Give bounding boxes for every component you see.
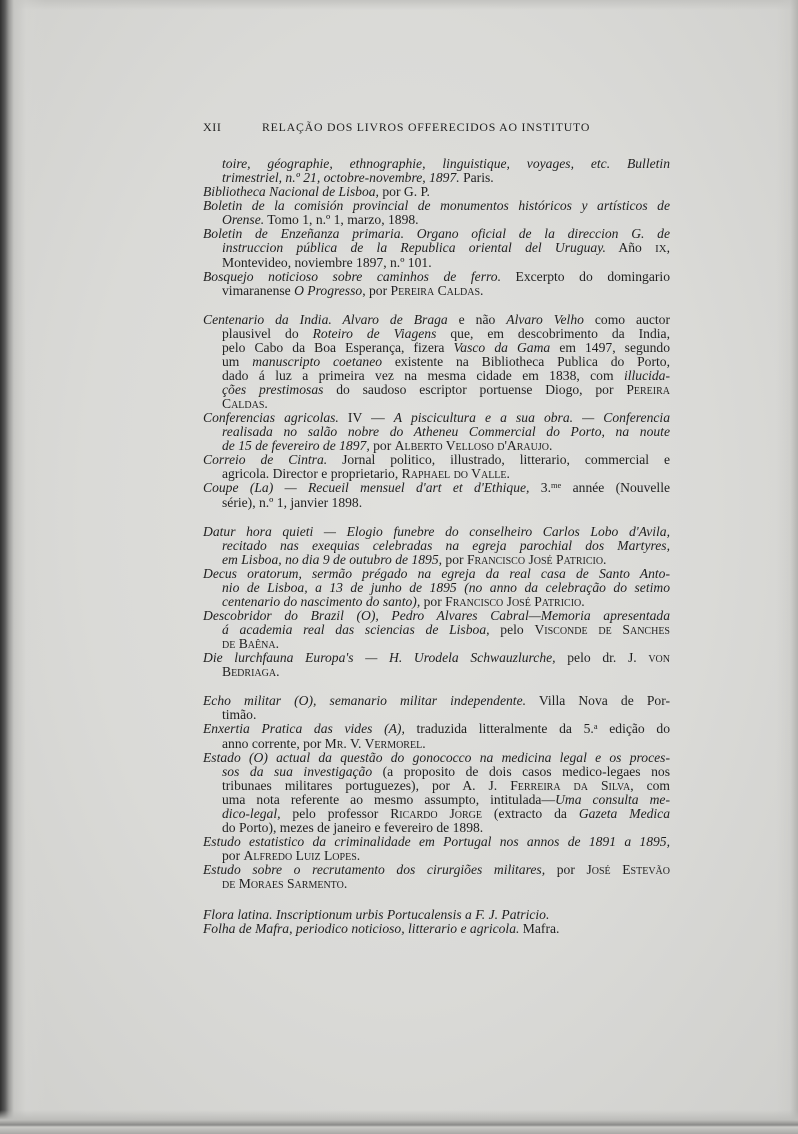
- small-caps-name: de Baêna: [222, 636, 276, 651]
- roman-text: .: [581, 594, 585, 609]
- small-caps-name: Ferreira da Silva: [510, 778, 631, 793]
- italic-text: O Progresso: [294, 283, 363, 298]
- small-caps-name: Francisco José Patricio: [445, 594, 582, 609]
- small-caps-name: Ricardo Jorge: [390, 806, 483, 821]
- entry-line: [203, 877, 670, 891]
- entry-line: [203, 922, 670, 936]
- italic-text: Coupe (La) — Recueil mensuel d'art et d'Ethique,: [203, 480, 530, 495]
- bibliography-entry: [203, 481, 670, 510]
- italic-text: Estado (O) actual da questão do gonococco na medicina legal e os proces-: [203, 750, 670, 765]
- roman-text: pelo: [489, 622, 535, 637]
- roman-text: 3.: [529, 480, 551, 495]
- italic-text: realisada no salão nobre do Atheneu Commercial do Porto, na noute: [222, 424, 670, 439]
- italic-text: illucida-: [623, 368, 670, 383]
- italic-text: Gazeta Medica: [578, 806, 671, 821]
- scan-binding-shadow: [0, 0, 46, 1134]
- small-caps-name: Bedriaga: [222, 664, 277, 679]
- roman-text: (extracto da: [482, 806, 579, 821]
- roman-text: por: [369, 438, 395, 453]
- bibliography-entry: [203, 567, 670, 609]
- entry-line: [203, 270, 670, 284]
- roman-text: .: [356, 848, 361, 863]
- roman-text: dado á luz a primeira vez na mesma cidade em 1838, com: [222, 368, 624, 383]
- italic-text: Bibliotheca Nacional de Lisboa,: [203, 184, 379, 199]
- entry-line: [203, 453, 670, 467]
- roman-text: Excerpto do domingario: [500, 269, 670, 284]
- roman-text: edição do: [597, 721, 670, 736]
- entry-line: [203, 737, 670, 751]
- entry-line: [203, 199, 670, 213]
- roman-text: .: [480, 283, 484, 298]
- italic-text: Uma consulta me-: [555, 792, 670, 807]
- entry-line: [203, 751, 670, 765]
- italic-text: instruccion pública de la Republica oriental del Uruguay.: [222, 240, 606, 255]
- italic-text: em Lisboa, no dia 9 de outubro de 1895,: [222, 552, 443, 567]
- bibliography-entry: [203, 908, 670, 922]
- roman-text: Año: [605, 240, 656, 255]
- entry-line: [203, 369, 670, 383]
- roman-text: ,: [666, 240, 670, 255]
- italic-text: Flora latina. Inscriptionum urbis Portucalensis a F. J. Patricio.: [203, 907, 550, 922]
- roman-text: .: [506, 466, 510, 481]
- roman-text: por: [442, 552, 467, 567]
- italic-text: Conferencias agricolas.: [203, 410, 339, 425]
- entry-line: [203, 185, 670, 199]
- italic-text: manuscripto coetaneo: [252, 354, 383, 369]
- entry-line: [203, 157, 670, 171]
- entry-line: [203, 623, 670, 637]
- scan-right-edge: [776, 0, 798, 1134]
- roman-text: (a proposito de dois casos medico-legaes nos: [372, 764, 670, 779]
- entry-line: [203, 567, 670, 581]
- bibliography-entry: [203, 270, 670, 298]
- entry-line: [203, 341, 670, 355]
- small-caps-name: de Moraes Sarmento: [222, 876, 344, 891]
- bibliography-entry: [203, 199, 670, 227]
- roman-text: plausivel do: [222, 326, 313, 341]
- italic-text: Orense.: [222, 212, 265, 227]
- roman-text: Montevideo, noviembre 1897, n.º 101.: [222, 255, 432, 270]
- roman-text: IV —: [338, 410, 394, 425]
- bibliography-entry: [203, 185, 670, 199]
- roman-text: année (Nouvelle: [561, 480, 671, 495]
- italic-text: dico-legal,: [222, 806, 281, 821]
- bibliography-entry: [203, 157, 670, 185]
- bibliography-entry: [203, 227, 670, 270]
- roman-text: .: [422, 736, 426, 751]
- entry-line: [203, 595, 670, 609]
- bibliography-entry: [203, 835, 670, 863]
- superscript-text: me: [550, 480, 562, 491]
- entry-line: [203, 397, 670, 411]
- small-caps-name: Francisco José Patricio: [466, 552, 604, 567]
- roman-text: como auctor: [583, 312, 671, 327]
- entry-line: [203, 213, 670, 227]
- entry-line: [203, 284, 670, 298]
- italic-text: Estudo estatistico da criminalidade em Portugal nos annos de 1891 a 1895,: [203, 834, 670, 849]
- bibliography-entry: [203, 609, 670, 651]
- roman-text: pelo Cabo da Boa Esperança, fizera: [222, 340, 454, 355]
- italic-text: Descobridor do Brazil (O), Pedro Alvares Cabral—Memoria apresentada: [203, 608, 670, 623]
- entry-group: [203, 313, 670, 510]
- bibliography-entry: [203, 922, 670, 936]
- entry-line: [203, 708, 670, 722]
- italic-text: A piscicultura e a sua obra. — Conferencia: [393, 410, 670, 425]
- roman-text: em 1497, segundo: [550, 340, 670, 355]
- italic-text: sos da sua investigação: [222, 764, 373, 779]
- entry-line: [203, 908, 670, 922]
- roman-text: .: [548, 438, 553, 453]
- roman-text: timão.: [222, 707, 257, 722]
- entry-line: [203, 665, 670, 679]
- entry-group: [203, 157, 670, 298]
- entry-line: [203, 807, 670, 821]
- italic-text: trimestriel, n.º 21, octobre-novembre, 1897.: [222, 170, 460, 185]
- entry-line: [203, 327, 670, 341]
- entry-line: [203, 849, 670, 863]
- roman-text: pelo professor: [280, 806, 391, 821]
- roman-text: .: [343, 876, 348, 891]
- italic-text: recitado nas exequias celebradas na egreja parochial dos Martyres,: [222, 538, 670, 553]
- entry-line: [203, 496, 670, 510]
- roman-text: por: [420, 594, 446, 609]
- entry-line: [203, 241, 670, 256]
- roman-text: por G. P.: [378, 184, 430, 199]
- entry-line: [203, 651, 670, 665]
- entry-line: [203, 481, 670, 496]
- roman-text: , por: [362, 283, 391, 298]
- running-head: RELAÇÃO DOS LIVROS OFFERECIDOS AO INSTITUTO: [262, 120, 591, 134]
- roman-text: um: [222, 354, 253, 369]
- entry-line: [203, 779, 670, 793]
- roman-text: agricola. Director e proprietario,: [222, 466, 402, 481]
- bibliography-entry: [203, 313, 670, 411]
- roman-text: vimaranense: [222, 283, 295, 298]
- small-caps-name: Alberto Velloso d'Araujo: [394, 438, 549, 453]
- entry-line: [203, 171, 670, 185]
- entry-line: [203, 467, 670, 481]
- entry-line: [203, 439, 670, 453]
- entry-line: [203, 227, 670, 241]
- roman-text: e não: [447, 312, 507, 327]
- roman-text: que, em descobrimento da India,: [436, 326, 670, 341]
- bibliography-entry: [203, 751, 670, 835]
- bibliography-entry: [203, 694, 670, 722]
- italic-text: Bosquejo noticioso sobre caminhos de ferro.: [203, 269, 501, 284]
- italic-text: Correio de Cintra.: [203, 452, 328, 467]
- italic-text: Estudo sobre o recrutamento dos cirurgiões militares,: [203, 862, 546, 877]
- entry-group: [203, 525, 670, 679]
- roman-text: por: [222, 848, 244, 863]
- roman-text: .: [275, 636, 279, 651]
- entry-line: [203, 525, 670, 539]
- roman-text: traduzida litteralmente da 5.: [404, 721, 594, 736]
- italic-text: Folha de Mafra, periodico noticioso, litterario e agricola.: [203, 921, 520, 936]
- small-numeral: IX: [655, 243, 667, 255]
- roman-text: tribunaes militares portuguezes), por A. J.: [222, 778, 511, 793]
- bibliography-entry: [203, 722, 670, 751]
- italic-text: Decus oratorum, sermão prégado na egreja da real casa de Santo Anto-: [203, 566, 670, 581]
- entry-group: [203, 694, 670, 891]
- roman-text: pelo dr. J.: [555, 650, 649, 665]
- roman-text: .: [276, 664, 280, 679]
- roman-text: , com: [630, 778, 670, 793]
- small-caps-name: Raphael do Valle: [401, 466, 507, 481]
- italic-text: á academia real das sciencias de Lisboa,: [222, 622, 490, 637]
- roman-text: .: [264, 396, 268, 411]
- italic-text: nio de Lisboa, a 13 de junho de 1895 (no anno da celebração do setimo: [222, 580, 670, 595]
- entry-line: [203, 383, 670, 397]
- italic-text: Boletin de Enzeñanza primaria. Organo oficial de la direccion G. de: [203, 226, 670, 241]
- entry-line: [203, 411, 670, 425]
- italic-text: Enxertia Pratica das vides (A),: [203, 721, 405, 736]
- italic-text: de 15 de fevereiro de 1897,: [222, 438, 370, 453]
- roman-text: Jornal politico, illustrado, litterario, commercial e: [327, 452, 670, 467]
- small-caps-name: Pereira Caldas: [390, 283, 481, 298]
- entry-line: [203, 722, 670, 737]
- entry-line: [203, 765, 670, 779]
- entry-line: [203, 863, 670, 877]
- italic-text: Die lurchfauna Europa's — H. Urodela Schwauzlurche,: [203, 650, 556, 665]
- italic-text: toire, géographie, ethnographie, linguistique, voyages, etc. Bulletin: [222, 156, 670, 171]
- entry-group: [203, 908, 670, 936]
- roman-text: Paris.: [459, 170, 494, 185]
- bibliography-entry: [203, 525, 670, 567]
- roman-text: .: [603, 552, 607, 567]
- roman-text: série), n.º 1, janvier 1898.: [222, 495, 363, 510]
- italic-text: Boletin de la comisión provincial de monumentos históricos y artísticos de: [203, 198, 670, 213]
- roman-text: Villa Nova de Por-: [526, 693, 670, 708]
- small-caps-name: Alfredo Luiz Lopes: [243, 848, 357, 863]
- italic-text: Centenario da India. Alvaro de Braga: [203, 312, 448, 327]
- entry-line: [203, 821, 670, 835]
- bibliography-entry: [203, 411, 670, 453]
- roman-text: Tomo 1, n.º 1, marzo, 1898.: [264, 212, 419, 227]
- entry-line: [203, 793, 670, 807]
- roman-text: existente na Bibliotheca Publica do Porto,: [382, 354, 670, 369]
- italic-text: Echo militar (O), semanario militar independente.: [203, 693, 527, 708]
- roman-text: por: [545, 862, 587, 877]
- scan-bottom-edge: [0, 1110, 798, 1134]
- entry-line: [203, 313, 670, 327]
- roman-text: do saudoso escriptor portuense Diogo, por: [323, 382, 627, 397]
- superscript-text: a: [593, 721, 598, 732]
- roman-text: anno corrente, por: [222, 736, 325, 751]
- italic-text: Alvaro Velho: [506, 312, 584, 327]
- entry-line: [203, 694, 670, 708]
- entry-line: [203, 539, 670, 553]
- entry-line: [203, 553, 670, 567]
- italic-text: Vasco da Gama: [453, 340, 551, 355]
- entry-line: [203, 609, 670, 623]
- entry-line: [203, 355, 670, 369]
- small-caps-name: Caldas: [222, 396, 265, 411]
- small-caps-name: Mr. V. Vermorel: [324, 736, 423, 751]
- roman-text: Mafra.: [519, 921, 560, 936]
- entry-line: [203, 835, 670, 849]
- entry-line: [203, 425, 670, 439]
- bibliography-entry: [203, 863, 670, 891]
- page-number: XII: [203, 120, 222, 134]
- small-caps-name: José Estevão: [586, 862, 671, 877]
- entry-line: [203, 256, 670, 270]
- bibliography-list: [203, 157, 670, 936]
- italic-text: centenario do nascimento do santo),: [222, 594, 421, 609]
- small-caps-name: Visconde de Sanches: [534, 622, 670, 637]
- roman-text: do Porto), mezes de janeiro e fevereiro de 1898.: [222, 820, 484, 835]
- bibliography-entry: [203, 651, 670, 679]
- italic-text: Datur hora quieti — Elogio funebre do conselheiro Carlos Lobo d'Avila,: [203, 524, 670, 539]
- roman-text: uma nota referente ao mesmo assumpto, intitulada—: [222, 792, 556, 807]
- small-caps-name: von: [648, 650, 670, 665]
- entry-line: [203, 637, 670, 651]
- scan-top-edge: [0, 0, 798, 10]
- italic-text: Roteiro de Viagens: [312, 326, 437, 341]
- bibliography-entry: [203, 453, 670, 481]
- small-caps-name: Pereira: [626, 382, 670, 397]
- italic-text: ções prestimosas: [222, 382, 324, 397]
- entry-line: [203, 581, 670, 595]
